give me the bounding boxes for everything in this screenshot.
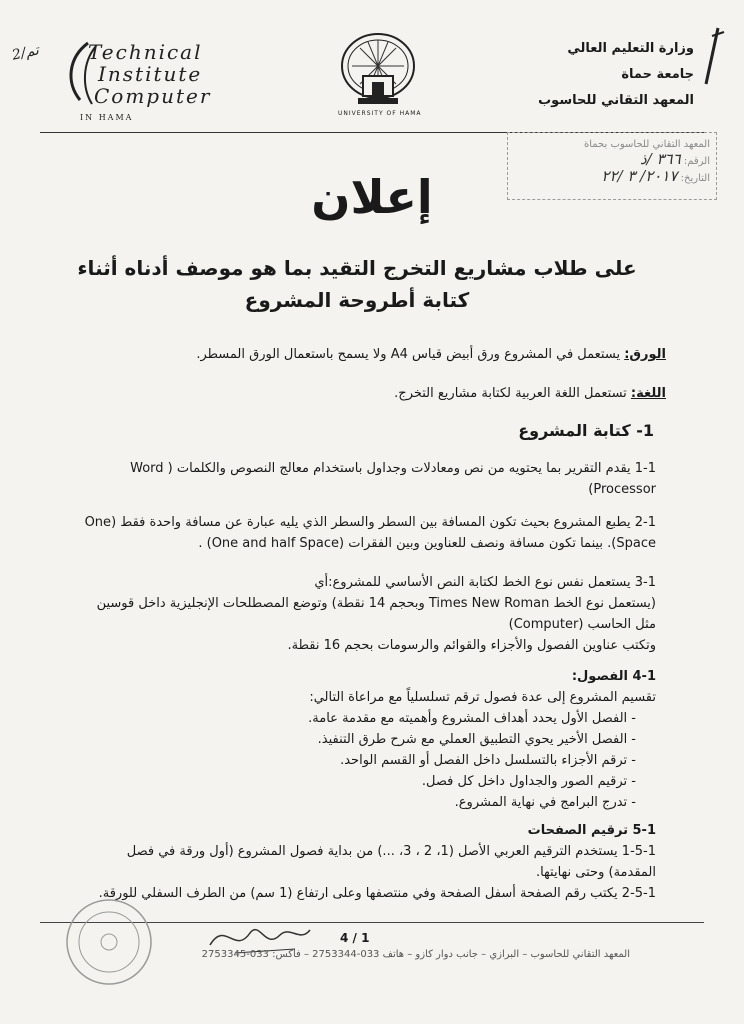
page-number: 4 / 1: [340, 931, 370, 945]
stamp-number-label: الرقم: [687, 156, 710, 167]
language-label: اللغة:: [630, 386, 666, 401]
stamp-date-label: التاريخ: [684, 173, 710, 184]
ministry-header: [494, 36, 694, 114]
ministry-line2: جامعة حماة: [621, 67, 694, 82]
institute-logo: [58, 30, 228, 125]
item-1-5: [76, 820, 656, 904]
list-item: - الفصل الأول يحدد أهداف المشروع وأهميته مع مقدمة عامة.: [308, 711, 636, 726]
item-1-5-1: 1-5-1 يستخدم الترقيم العربي الأصل (1، 2 ، 3، ...) من بداية فصول المشروع (أول ورقة في فصل المقدمة) وحتى نهايتها.: [126, 844, 656, 880]
paper-label: الورق:: [624, 347, 666, 362]
footer-contact: المعهد التقاني للحاسوب – البرازي – جانب دوار كازو – هاتف 033-2753344 – فاكس: 033-2753345: [201, 949, 630, 960]
page-title: إعلان: [311, 170, 433, 224]
item-1-1: 1-1 يقدم التقرير بما يحتويه من نص ومعادلات وجداول باستخدام معالج النصوص والكلمات ( Word Processor): [130, 461, 656, 497]
seal-caption: UNIVERSITY OF HAMA: [338, 110, 422, 117]
ministry-line1: وزارة التعليم العالي: [567, 41, 694, 56]
stamp-org: المعهد التقاني للحاسوب بحماة: [583, 139, 710, 150]
stamp-date-value: ٢٠١٧/ ٣ /٢٢: [601, 167, 678, 185]
item-1-4-intro: تقسيم المشروع إلى عدة فصول ترقم تسلسلياً مع مراعاة التالي:: [309, 690, 656, 705]
paper-text: يستعمل في المشروع ورق أبيض قياس A4 ولا يسمح باستعمال الورق المسطر.: [196, 347, 625, 362]
language-rule: [66, 383, 666, 404]
round-stamp-icon: [62, 895, 157, 990]
section1-heading: 1- كتابة المشروع: [518, 421, 654, 440]
university-seal: [318, 28, 438, 123]
logo-text-line3: Computer: [94, 84, 212, 108]
item-1-4-heading: 4-1 الفصول:: [571, 669, 656, 684]
registration-stamp: المعهد التقاني للحاسوب بحماة الرقم: ٣٦٦ /ذ التاريخ: ٢٠١٧/ ٣ /٢٢: [507, 132, 717, 200]
logo-text-line2: Institute: [98, 62, 203, 86]
university-seal-icon: [318, 28, 438, 123]
item-1-5-heading: 5-1 ترقيم الصفحات: [527, 823, 656, 838]
corner-slash-icon: [700, 26, 726, 86]
ministry-line3: المعهد التقاني للحاسوب: [538, 93, 694, 108]
page-subtitle: على طلاب مشاريع التخرج التقيد بما هو موصف أدناه أثناء كتابة أطروحة المشروع: [77, 256, 637, 312]
logo-text-line1: Technical: [88, 40, 203, 64]
item-1-2: 2-1 يطبع المشروع بحيث تكون المسافة بين السطر والسطر الذي يليه عبارة عن مسافة واحدة فقط (One Space). بينما تكون مسافة ونصف للعناوين وبين الفقرات (One and half Space) .: [84, 515, 656, 551]
item-1-3-line1: 3-1 يستعمل نفس نوع الخط لكتابة النص الأساسي للمشروع:أي: [314, 575, 656, 590]
handwritten-note: 2/تم: [10, 42, 41, 64]
list-item: - ترقيم الصور والجداول داخل كل فصل.: [421, 774, 636, 789]
language-text: تستعمل اللغة العربية لكتابة مشاريع التخرج.: [394, 386, 631, 401]
list-item: - ترقم الأجزاء بالتسلسل داخل الفصل أو القسم الواحد.: [340, 753, 636, 768]
logo-subtext: IN HAMA: [80, 113, 134, 122]
item-1-5-2: 2-5-1 يكتب رقم الصفحة أسفل الصفحة وفي منتصفها وعلى ارتفاع (1 سم) من الطرف السفلي للورقة.: [98, 886, 656, 901]
item-1-3-line3: وتكتب عناوين الفصول والأجزاء والقوائم والرسومات بحجم 16 نقطة.: [287, 638, 656, 653]
list-item: - تدرج البرامج في نهاية المشروع.: [454, 795, 636, 810]
item-1-4: [76, 666, 656, 813]
paper-rule: [66, 344, 666, 365]
stamp-number-value: ٣٦٦ /ذ: [639, 150, 681, 168]
list-item: - الفصل الأخير يحوي التطبيق العملي مع شرح طرق التنفيذ.: [317, 732, 636, 747]
item-1-3-line2: (يستعمل نوع الخط Times New Roman وبحجم 14 نقطة) وتوضع المصطلحات الإنجليزية داخل قوسين مثل الحاسب (Computer): [96, 596, 656, 632]
item-1-3: [76, 572, 656, 656]
